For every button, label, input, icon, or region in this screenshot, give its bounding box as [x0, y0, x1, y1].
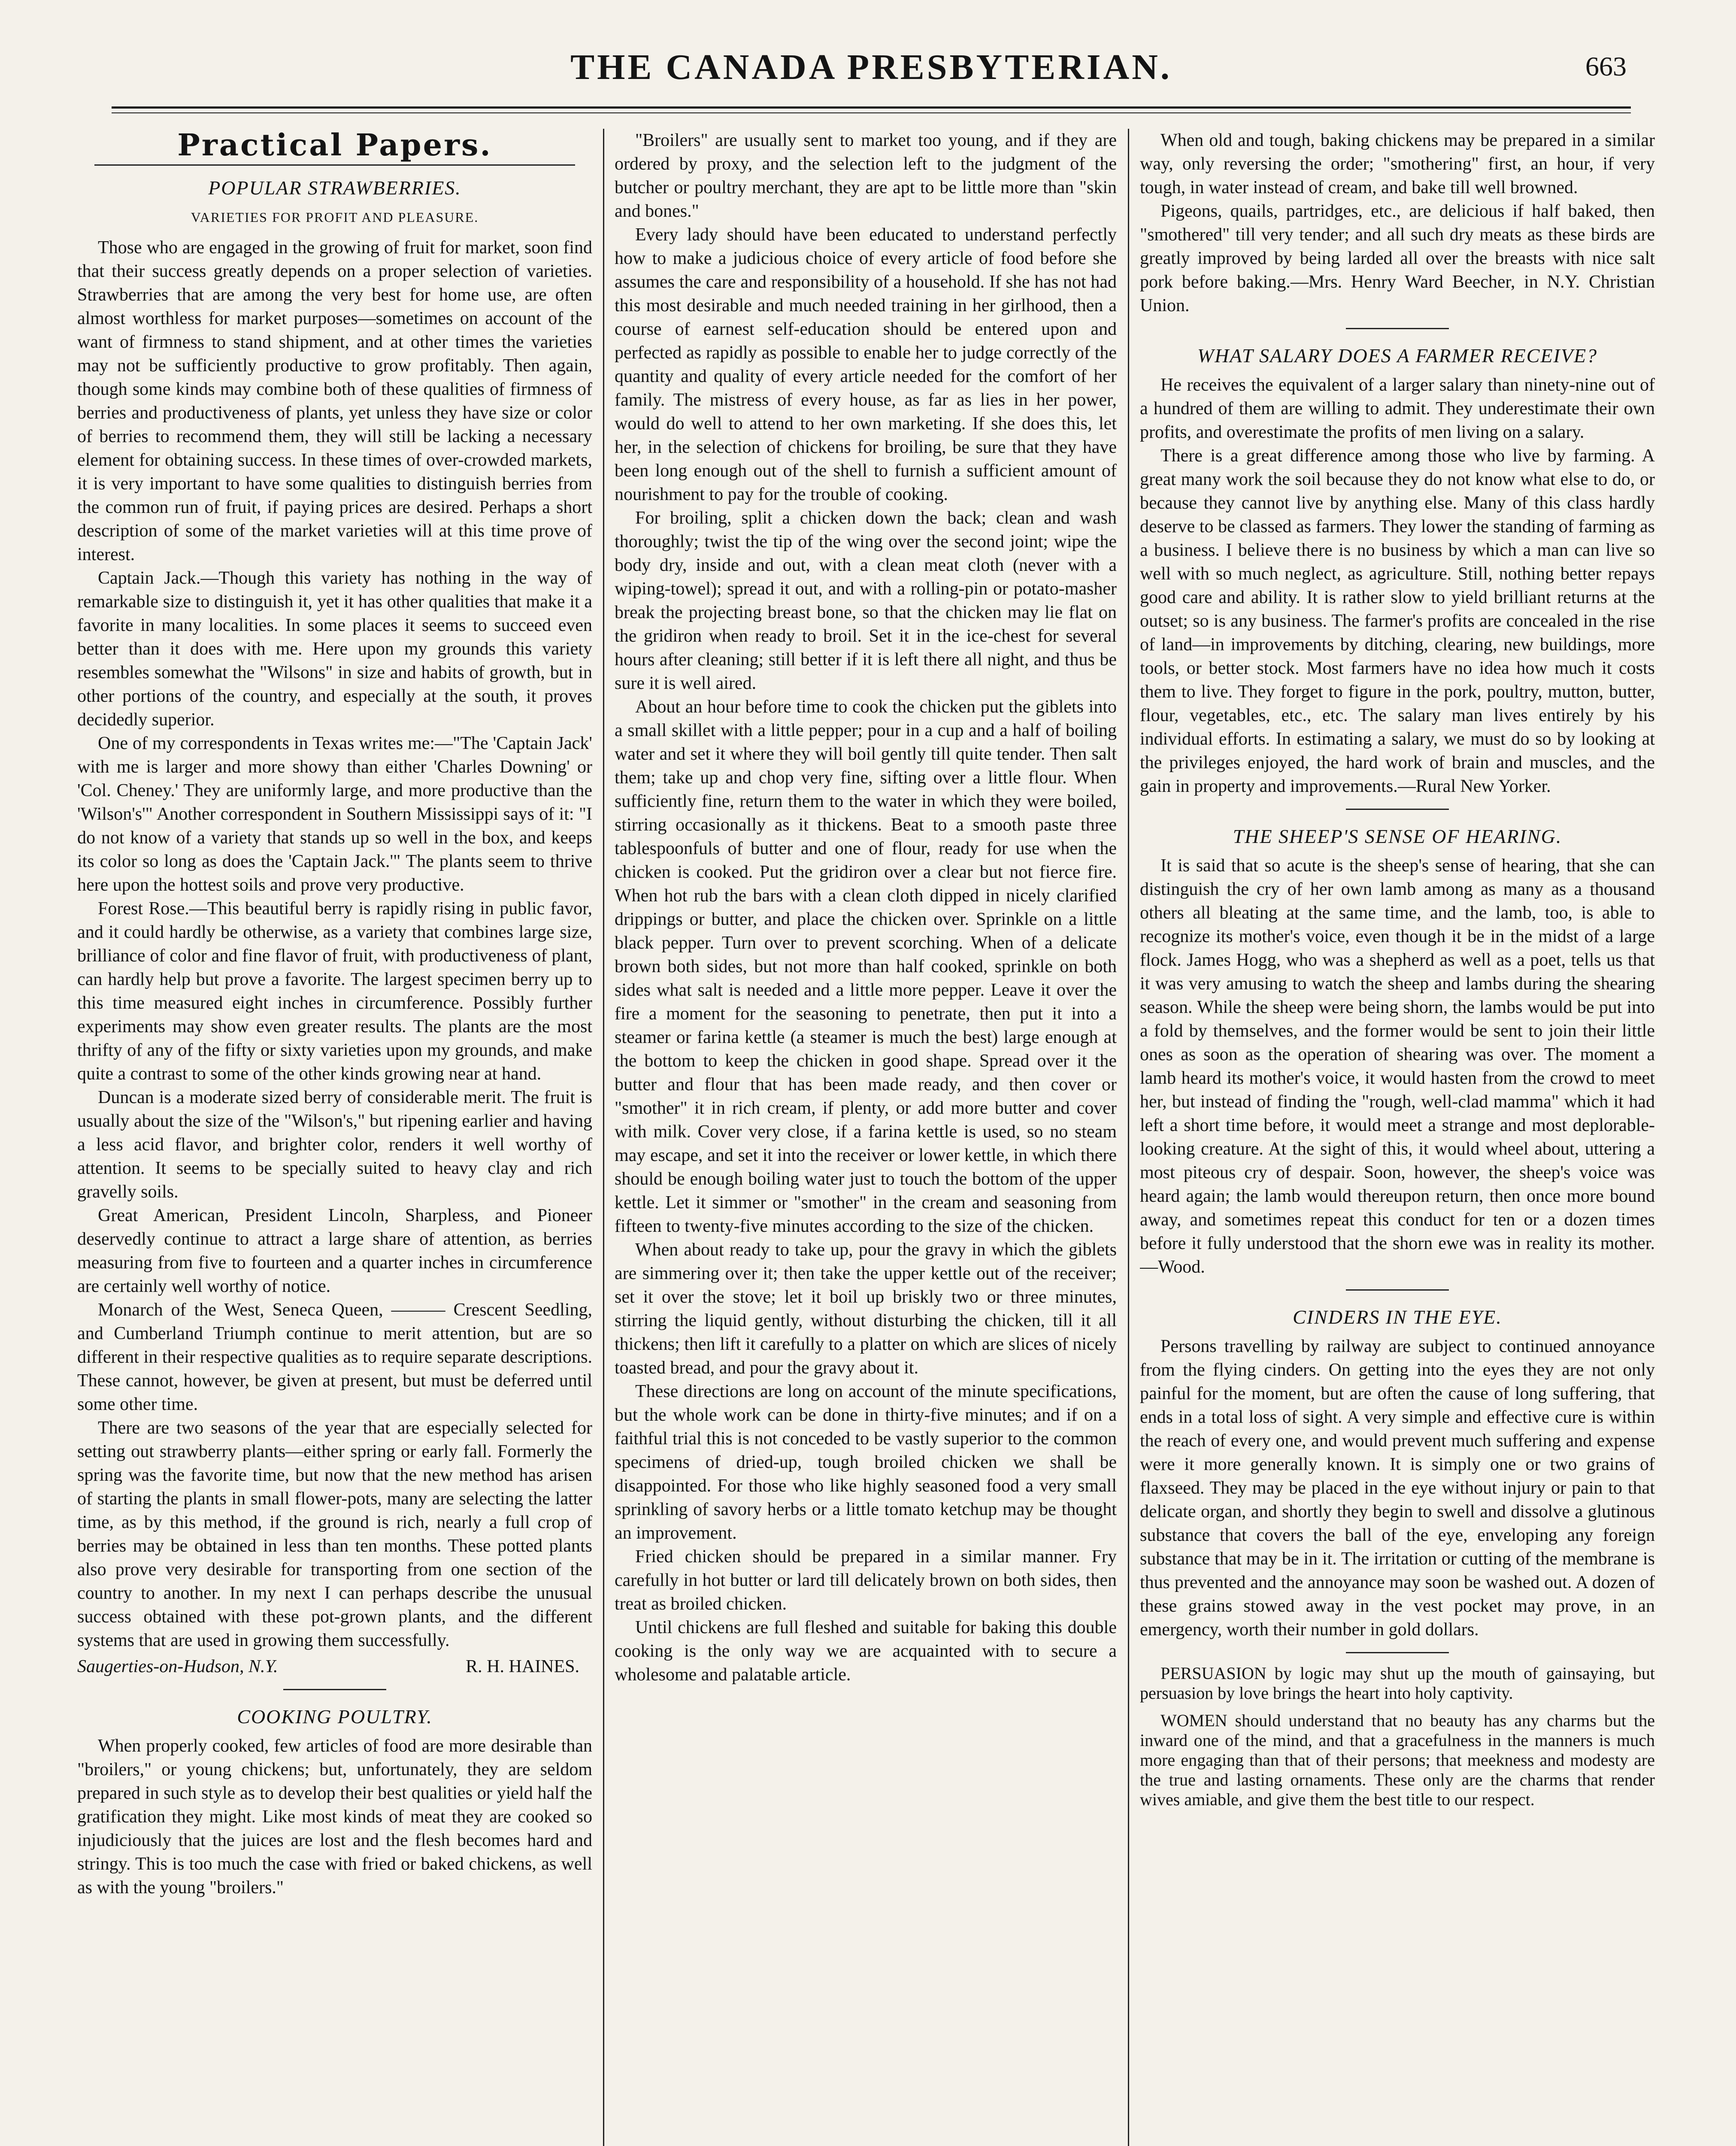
- column-1: [77, 129, 592, 2146]
- paragraph: When about ready to take up, pour the gravy in which the giblets are simmering over it; then take the upper kettle out of the receiver; set it over the stove; let it boil up briskly two or three minutes, stirring the liquid gently, without disturbing the chicken, till it all thickens; then lift it carefully to a platter on which are slices of nicely toasted bread, and pour the gravy about it.: [615, 1240, 1117, 1378]
- paragraph: Those who are engaged in the growing of fruit for market, soon find that their success greatly depends on a proper selection of varieties. Strawberries that are among the very best for home use, are often almost worthless for market purposes—sometimes on account of the want of firmness to stand shipment, and at other times the varieties may not be sufficiently productive to grow profitably. Then again, though some kinds may combine both of these qualities of firmness of berries and productiveness of plants, yet unless they have size or color of berries to recommend them, they will still be lacking a necessary element for obtaining success. In these times of over-crowded markets, it is very important to have some qualities to distinguish berries from the common run of fruit, if paying prices are desired. Perhaps a short description of some of the market varieties will at this time prove of interest.: [77, 238, 592, 564]
- divider: [1346, 328, 1449, 329]
- divider: [1346, 809, 1449, 810]
- section-heading: Practical Papers.: [177, 129, 492, 163]
- paragraph: Fried chicken should be prepared in a similar manner. Fry carefully in hot butter or lard till delicately brown on both sides, then treat as broiled chicken.: [615, 1547, 1117, 1614]
- page-number: 663: [1585, 51, 1627, 82]
- paragraph: Duncan is a moderate sized berry of considerable merit. The fruit is usually about the size of the "Wilson's," but ripening earlier and having a less acid flavor, and brighter color, renders it well worthy of attention. It seems to be specially suited to heavy clay and rich gravelly soils.: [77, 1088, 592, 1202]
- paragraph: There is a great difference among those who live by farming. A great many work the soil because they do not know what else to do, or because they cannot live by anything else. Many of this class hardly deserve to be classed as farmers. They lower the standing of farming as a business. I believe there is no business by which a man can live so well with so much neglect, as agriculture. Still, nothing better repays good care and ability. It is rather slow to yield brilliant returns at the outset; so is any business. The farmer's profits are concealed in the rise of land—in improvements by ditching, clearing, new buildings, more tools, or better stock. Most farmers have no idea how much it costs them to live. They forget to figure in the pork, poultry, mutton, butter, flour, vegetables, etc., etc. The salary man lives entirely by his individual efforts. In estimating a salary, we must do so by looking at the privileges enjoyed, the hard work of brain and muscles, and the gain in property and improvements.—Rural New Yorker.: [1140, 446, 1655, 796]
- paragraph: It is said that so acute is the sheep's sense of hearing, that she can distinguish the cry of her own lamb among as many as a thousand others all bleating at the same time, and the lamb, too, is able to recognize its mother's voice, even though it be in the midst of a large flock. James Hogg, who was a shepherd as well as a poet, tells us that it was very amusing to watch the sheep and lambs during the shearing season. While the sheep were being shorn, the lambs would be put into a fold by themselves, and the former would be sent to join their little ones as soon as the operation of shearing was over. The moment a lamb heard its mother's voice, it would hasten from the crowd to meet her, but instead of finding the "rough, well-clad mamma" which it had left a short time before, it would meet a strange and most deplorable-looking creature. At the sight of this, it would wheel about, uttering a most piteous cry of despair. Soon, however, the sheep's voice was heard again; the lamb would thereupon return, then once more bound away, and sometimes repeat this conduct for ten or a dozen times before it fully understood that the shorn ewe was in reality its mother.—Wood.: [1140, 856, 1655, 1277]
- article-title-poultry: COOKING POULTRY.: [237, 1706, 433, 1728]
- article-title-sheep: THE SHEEP'S SENSE OF HEARING.: [1233, 825, 1562, 847]
- paragraph: About an hour before time to cook the chicken put the giblets into a small skillet with a little pepper; pour in a cup and a half of boiling water and set it where they will boil gently till quite tender. Then salt them; take up and chop very fine, sifting over a little flour. When sufficiently fine, return them to the water in which they were boiled, stirring occasionally as it thickens. Beat to a smooth paste three tablespoonfuls of butter and one of flour, ready for use when the chicken is cooked. Put the gridiron over a clear but not fierce fire. When hot rub the bars with a clean cloth dipped in nicely clarified drippings or butter, and place the chicken over. Sprinkle on a little black pepper. Turn over to prevent scorching. When of a delicate brown both sides, but not more than half cooked, sprinkle on both sides what salt is needed and a little more pepper. Leave it over the fire a moment for the seasoning to penetrate, then put it into a steamer or farina kettle (a steamer is much the best) large enough at the bottom to keep the chicken in good shape. Spread over it the butter and flour that has been made ready, and then cover or "smother" it in rich cream, if plenty, or add more butter and cover with milk. Cover very close, if a farina kettle is used, so no steam may escape, and set it into the receiver or lower kettle, in which there should be enough boiling water just to touch the bottom of the upper kettle. Let it simmer or "smother" in the cream and seasoning from fifteen to twenty-five minutes according to the size of the chicken.: [615, 697, 1117, 1236]
- column-3: [1140, 129, 1655, 2146]
- article-title-strawberries: POPULAR STRAWBERRIES.: [208, 177, 461, 199]
- short-item-persuasion: PERSUASION by logic may shut up the mouth of gainsaying, but persuasion by love brings the heart into holy captivity.: [1140, 1664, 1655, 1703]
- masthead-rule-thin: [112, 112, 1631, 113]
- signature: [77, 1655, 592, 1679]
- paragraph: These directions are long on account of the minute specifications, but the whole work can be done in thirty-five minutes; and if on a faithful trial this is not conceded to be vastly superior to the common specimens of dried-up, tough broiled chicken we shall be disappointed. For those who like highly seasoned food a very small sprinkling of savory herbs or a little tomato ketchup may be thought an improvement.: [615, 1382, 1117, 1543]
- article-title-salary: WHAT SALARY DOES A FARMER RECEIVE?: [1197, 345, 1598, 367]
- paragraph: One of my correspondents in Texas writes me:—"The 'Captain Jack' with me is larger and more showy than either 'Charles Downing' or 'Col. Cheney.' They are uniformly large, and more productive than the 'Wilson's'" Another correspondent in Southern Mississippi says of it: "I do not know of a variety that stands up so well in the box, and keeps its color so long as does the 'Captain Jack.'" The plants seem to thrive here upon the hottest soils and prove very productive.: [77, 734, 592, 895]
- paragraph: Forest Rose.—This beautiful berry is rapidly rising in public favor, and it could hardly be otherwise, as a variety that combines large size, brilliance of color and fine flavor of fruit, with productiveness of plant, can hardly help but prove a favorite. The largest specimen berry up to this time measured eight inches in circumference. Possibly further experiments may show even greater results. The plants are the most thrifty of any of the fifty or sixty varieties upon my grounds, and make quite a contrast to some of the other kinds growing near at hand.: [77, 899, 592, 1084]
- paragraph: Great American, President Lincoln, Sharpless, and Pioneer deservedly continue to attract a large share of attention, as berries measuring from five to fourteen and a quarter inches in circumference are certainly well worthy of notice.: [77, 1206, 592, 1296]
- paragraph: For broiling, split a chicken down the back; clean and wash thoroughly; twist the tip of the wing over the second joint; wipe the body dry, inside and out, with a clean meat cloth (never with a wiping-towel); spread it out, and with a rolling-pin or potato-masher break the projecting breast bone, so that the chicken may lie flat on the gridiron when ready to broil. Set it in the ice-chest for several hours after cleaning; still better if it is left there all night, and thus be sure it is well aired.: [615, 508, 1117, 693]
- column-divider: [603, 129, 604, 2146]
- dateline: Saugerties-on-Hudson, N.Y.: [77, 1657, 278, 1676]
- paragraph: Until chickens are full fleshed and suitable for baking this double cooking is the only way we are acquainted with to secure a wholesome and palatable article.: [615, 1618, 1117, 1685]
- paragraph: When properly cooked, few articles of food are more desirable than "broilers," or young chickens; but, unfortunately, they are seldom prepared in such style as to develop their best qualities or yield half the gratification they might. Like most kinds of meat they are cooked so injudiciously that the juices are lost and the flesh becomes hard and stringy. This is too much the case with fried or baked chickens, as well as with the young "broilers.": [77, 1736, 592, 1897]
- paragraph: Monarch of the West, Seneca Queen, ——— Crescent Seedling, and Cumberland Triumph continue to merit attention, but are so different in their respective qualities as to require separate descriptions. These cannot, however, be given at present, but must be deferred until some other time.: [77, 1300, 592, 1414]
- paragraph: There are two seasons of the year that are especially selected for setting out strawberry plants—either spring or early fall. Formerly the spring was the favorite time, but now that the new method has arisen of starting the plants in small flower-pots, many are selecting the latter time, as by this method, if the ground is rich, nearly a full crop of berries may be obtained in less than ten months. These potted plants also prove very desirable for transporting from one section of the country to another. In my next I can perhaps describe the unusual success obtained with these pot-grown plants, and the different systems that are used in growing them successfully.: [77, 1418, 592, 1650]
- masthead-rule-thick: [112, 106, 1631, 109]
- paragraph: Captain Jack.—Though this variety has nothing in the way of remarkable size to distinguish it, yet it has other qualities that make it a favorite in many localities. In some places it seems to succeed even better than it does with me. Here upon my grounds this variety resembles somewhat the "Wilsons" in size and habits of growth, but in other portions of the country, and especially at the south, it proves decidedly superior.: [77, 568, 592, 730]
- divider: [283, 1689, 386, 1690]
- paragraph: Pigeons, quails, partridges, etc., are delicious if half baked, then "smothered" till very tender; and all such dry meats as these birds are greatly improved by being larded all over the breasts with nice salt pork before baking.—Mrs. Henry Ward Beecher, in N.Y. Christian Union.: [1140, 201, 1655, 315]
- article-subtitle: VARIETIES FOR PROFIT AND PLEASURE.: [191, 209, 479, 225]
- masthead: [99, 30, 1644, 103]
- short-item-women: WOMEN should understand that no beauty has any charms but the inward one of the mind, and that a gracefulness in the manners is much more engaging than that of their persons; that meekness and modesty are the true and lasting ornaments. These only are the charms that render wives amiable, and give them the best title to our respect.: [1140, 1711, 1655, 1809]
- publication-title: THE CANADA PRESBYTERIAN.: [570, 47, 1172, 87]
- paragraph: He receives the equivalent of a larger salary than ninety-nine out of a hundred of them are willing to admit. They underestimate their own profits, and overestimate the profits of men living on a salary.: [1140, 375, 1655, 442]
- paragraph: When old and tough, baking chickens may be prepared in a similar way, only reversing the order; "smothering" first, an hour, if very tough, in water instead of cream, and bake till well browned.: [1140, 130, 1655, 197]
- divider: [94, 164, 575, 166]
- divider: [1346, 1289, 1449, 1291]
- column-2: [615, 129, 1117, 2146]
- paragraph: Every lady should have been educated to understand perfectly how to make a judicious choice of every article of food before she assumes the care and responsibility of a household. If she has not had this most desirable and much needed training in her girlhood, then a course of earnest self-education should be entered upon and perfected as rapidly as possible to enable her to judge correctly of the quantity and quality of every article needed for the comfort of her family. The mistress of every house, as far as lies in her power, would do well to attend to her own marketing. If she does this, let her, in the selection of chickens for broiling, be sure that they have been long enough out of the shell to furnish a sufficient amount of nourishment to pay for the trouble of cooking.: [615, 225, 1117, 504]
- divider: [1346, 1652, 1449, 1653]
- author-name: R. H. HAINES.: [466, 1657, 579, 1676]
- paragraph: "Broilers" are usually sent to market too young, and if they are ordered by proxy, and the selection left to the judgment of the butcher or poultry merchant, they are apt to be little more than "skin and bones.": [615, 130, 1117, 221]
- paragraph: Persons travelling by railway are subject to continued annoyance from the flying cinders. On getting into the eyes they are not only painful for the moment, but are often the cause of long suffering, that ends in a total loss of sight. A very simple and effective cure is within the reach of every one, and would prevent much suffering and expense were it more generally known. It is simply one or two grains of flaxseed. They may be placed in the eye without injury or pain to that delicate organ, and shortly they begin to swell and dissolve a glutinous substance that covers the ball of the eye, enveloping any foreign substance that may be in it. The irritation or cutting of the membrane is thus prevented and the annoyance may soon be washed out. A dozen of these grains stowed away in the vest pocket may prove, in an emergency, worth their number in gold dollars.: [1140, 1337, 1655, 1640]
- article-title-cinders: CINDERS IN THE EYE.: [1293, 1306, 1502, 1328]
- column-divider: [1128, 129, 1129, 2146]
